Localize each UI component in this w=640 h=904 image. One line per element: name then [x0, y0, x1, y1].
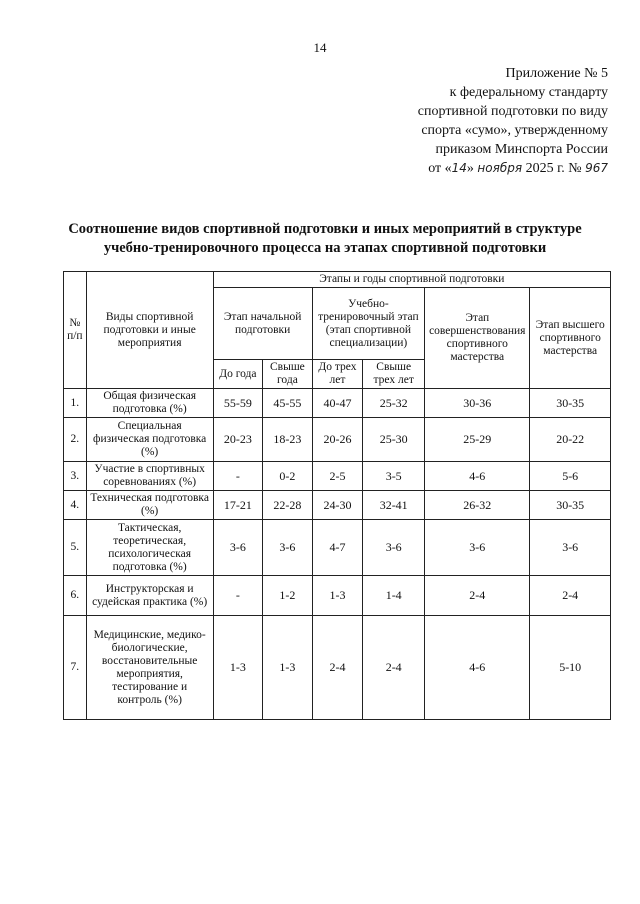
value-initial-over-year: 0-2 — [263, 462, 313, 491]
title-line: учебно-тренировочного процесса на этапах спортивной подготовки — [103, 240, 547, 256]
value-initial-over-year: 22-28 — [263, 491, 313, 520]
header-stages: Этапы и годы спортивной подготовки — [213, 272, 610, 288]
table-row — [64, 418, 611, 462]
header-higher-stage: Этап высшего спортивного мастерства — [530, 288, 611, 389]
document-title — [40, 220, 610, 258]
value-training-upto-three: 20-26 — [312, 418, 363, 462]
header-kind: Виды спортивной подготовки и иные мероприятия — [86, 272, 213, 389]
header-over-three: Свыше трех лет — [363, 360, 425, 389]
header-number: № п/п — [64, 272, 87, 389]
header-upto-year: До года — [213, 360, 263, 389]
table-row — [64, 576, 611, 616]
value-higher: 30-35 — [530, 491, 611, 520]
value-training-over-three: 1-4 — [363, 576, 425, 616]
value-initial-over-year: 3-6 — [263, 520, 313, 576]
row-kind: Участие в спортивных соревнованиях (%) — [86, 462, 213, 491]
value-initial-over-year: 45-55 — [263, 389, 313, 418]
value-higher: 5-6 — [530, 462, 611, 491]
value-higher: 20-22 — [530, 418, 611, 462]
row-kind: Медицинские, медико-биологические, восстановительные мероприятия, тестирование и контроль (%) — [86, 616, 213, 720]
value-initial-upto-year: 3-6 — [213, 520, 263, 576]
value-higher: 5-10 — [530, 616, 611, 720]
row-number: 3. — [64, 462, 87, 491]
table-body — [64, 389, 611, 720]
value-training-upto-three: 1-3 — [312, 576, 363, 616]
value-initial-upto-year: 1-3 — [213, 616, 263, 720]
appendix-line: спортивной подготовки по виду — [417, 104, 608, 119]
value-improvement: 26-32 — [425, 491, 530, 520]
appendix-title: Приложение № 5 — [505, 66, 608, 81]
value-training-over-three: 3-5 — [363, 462, 425, 491]
value-training-over-three: 2-4 — [363, 616, 425, 720]
training-ratio-table — [63, 271, 611, 720]
value-training-over-three: 25-32 — [363, 389, 425, 418]
value-training-over-three: 3-6 — [363, 520, 425, 576]
value-improvement: 3-6 — [425, 520, 530, 576]
value-improvement: 4-6 — [425, 616, 530, 720]
value-improvement: 30-36 — [425, 389, 530, 418]
row-number: 5. — [64, 520, 87, 576]
page-number: 14 — [313, 40, 327, 55]
title-line: Соотношение видов спортивной подготовки и иных мероприятий в структуре — [68, 221, 582, 237]
row-number: 7. — [64, 616, 87, 720]
header-training-stage: Учебно-тренировочный этап (этап спортивной специализации) — [312, 288, 424, 360]
row-kind: Специальная физическая подготовка (%) — [86, 418, 213, 462]
value-initial-upto-year: - — [213, 462, 263, 491]
value-initial-upto-year: - — [213, 576, 263, 616]
table-row — [64, 616, 611, 720]
header-initial-stage: Этап начальной подготовки — [213, 288, 312, 360]
row-number: 4. — [64, 491, 87, 520]
value-initial-upto-year: 20-23 — [213, 418, 263, 462]
date-number: 967 — [585, 161, 608, 175]
header-upto-three: До трех лет — [312, 360, 363, 389]
value-training-upto-three: 24-30 — [312, 491, 363, 520]
date-day: 14 — [451, 161, 467, 175]
table-row — [64, 491, 611, 520]
value-initial-upto-year: 55-59 — [213, 389, 263, 418]
date-mid: » — [466, 161, 474, 176]
appendix-date — [368, 159, 608, 178]
value-improvement: 4-6 — [425, 462, 530, 491]
appendix-header — [368, 64, 608, 178]
row-kind: Общая физическая подготовка (%) — [86, 389, 213, 418]
value-training-upto-three: 2-5 — [312, 462, 363, 491]
value-initial-over-year: 18-23 — [263, 418, 313, 462]
row-number: 1. — [64, 389, 87, 418]
date-prefix: от « — [428, 161, 452, 176]
date-month: ноября — [477, 161, 523, 175]
table-row — [64, 389, 611, 418]
row-kind: Тактическая, теоретическая, психологическая подготовка (%) — [86, 520, 213, 576]
table-row — [64, 520, 611, 576]
value-higher: 30-35 — [530, 389, 611, 418]
value-training-over-three: 25-30 — [363, 418, 425, 462]
value-higher: 2-4 — [530, 576, 611, 616]
header-improvement-stage: Этап совершенствования спортивного мастерства — [425, 288, 530, 389]
row-number: 2. — [64, 418, 87, 462]
value-initial-over-year: 1-2 — [263, 576, 313, 616]
value-initial-over-year: 1-3 — [263, 616, 313, 720]
value-improvement: 2-4 — [425, 576, 530, 616]
value-training-upto-three: 4-7 — [312, 520, 363, 576]
value-higher: 3-6 — [530, 520, 611, 576]
row-kind: Инструкторская и судейская практика (%) — [86, 576, 213, 616]
value-improvement: 25-29 — [425, 418, 530, 462]
header-over-year: Свыше года — [263, 360, 313, 389]
table-row — [64, 462, 611, 491]
appendix-line: к федеральному стандарту — [449, 85, 608, 100]
date-year: 2025 г. № — [525, 161, 582, 176]
row-kind: Техническая подготовка (%) — [86, 491, 213, 520]
value-training-upto-three: 2-4 — [312, 616, 363, 720]
row-number: 6. — [64, 576, 87, 616]
appendix-line: спорта «сумо», утвержденному — [421, 123, 608, 138]
appendix-line: приказом Минспорта России — [435, 142, 608, 157]
value-training-upto-three: 40-47 — [312, 389, 363, 418]
value-training-over-three: 32-41 — [363, 491, 425, 520]
value-initial-upto-year: 17-21 — [213, 491, 263, 520]
